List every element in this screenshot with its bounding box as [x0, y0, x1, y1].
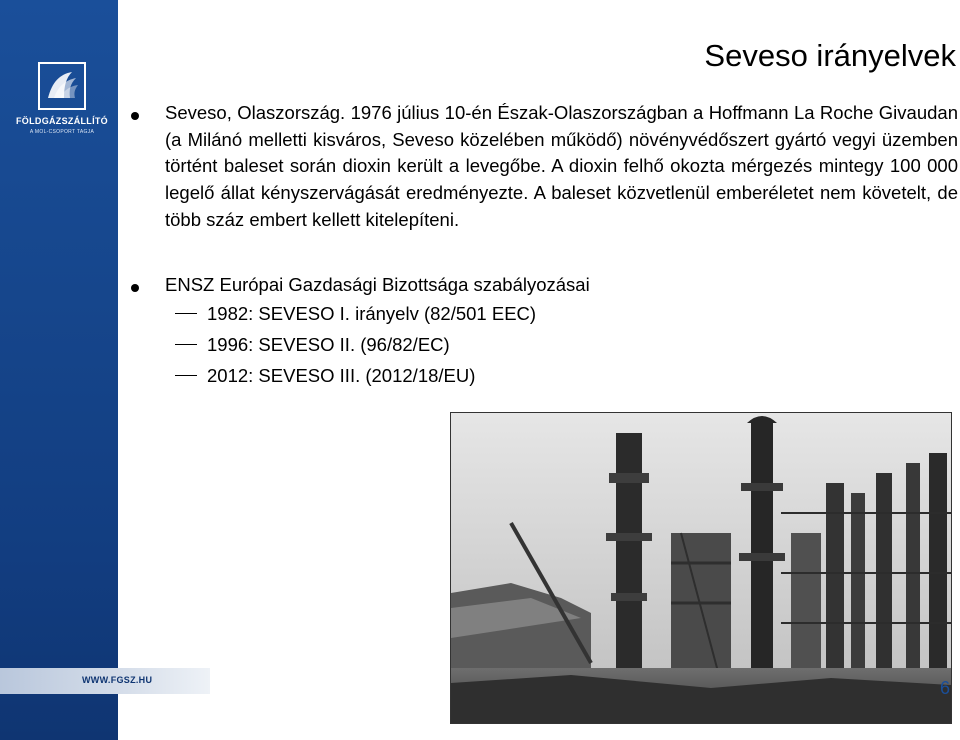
sub-item: [123, 329, 958, 360]
sidebar: [0, 0, 118, 740]
logo-brand-text: FÖLDGÁZSZÁLLÍTÓ: [16, 116, 108, 126]
company-logo: [14, 62, 110, 135]
dash-icon: [175, 375, 197, 377]
accident-paragraph: Seveso, Olaszország. 1976 július 10-én Észak-Olaszországban a Hoffmann La Roche Givaudan (a Milánó melletti kisváros, Seveso közelében működő) növényvédőszert gyártó vegyi üzemben történt baleset során dioxin került a levegőbe. A dioxin felhő okozta mérgezés mintegy 100 000 legelő állat kényszervágását eredményezte. A baleset közvetlenül emberéletet nem követelt, de több száz embert kellett kitelepíteni.: [165, 102, 958, 230]
sub-item-text: 1982: SEVESO I. irányelv (82/501 EEC): [207, 302, 537, 324]
sub-item-text: 2012: SEVESO III. (2012/18/EU): [207, 364, 476, 386]
bullet-seveso-accident: [123, 100, 958, 234]
logo-tagline: A MOL-CSOPORT TAGJA: [29, 129, 95, 135]
bullet-unece: [123, 272, 958, 298]
sub-item: [123, 360, 958, 391]
slide-title: Seveso irányelvek: [704, 38, 956, 73]
page-number: 6: [940, 678, 951, 698]
footer-bar: [0, 668, 210, 694]
bullet-dot-icon: [131, 112, 139, 120]
dash-icon: [175, 344, 197, 346]
logo-emblem-icon: [38, 62, 86, 110]
footer-url[interactable]: WWW.FGSZ.HU: [82, 675, 153, 685]
sub-item: [123, 298, 958, 329]
unece-text: ENSZ Európai Gazdasági Bizottsága szabályozásai: [165, 273, 590, 295]
dash-icon: [175, 313, 197, 315]
bullet-dot-icon: [131, 284, 139, 292]
slide-content: [123, 100, 958, 391]
sub-item-text: 1996: SEVESO II. (96/82/EC): [207, 333, 450, 355]
seveso-plant-photo: [450, 412, 952, 724]
